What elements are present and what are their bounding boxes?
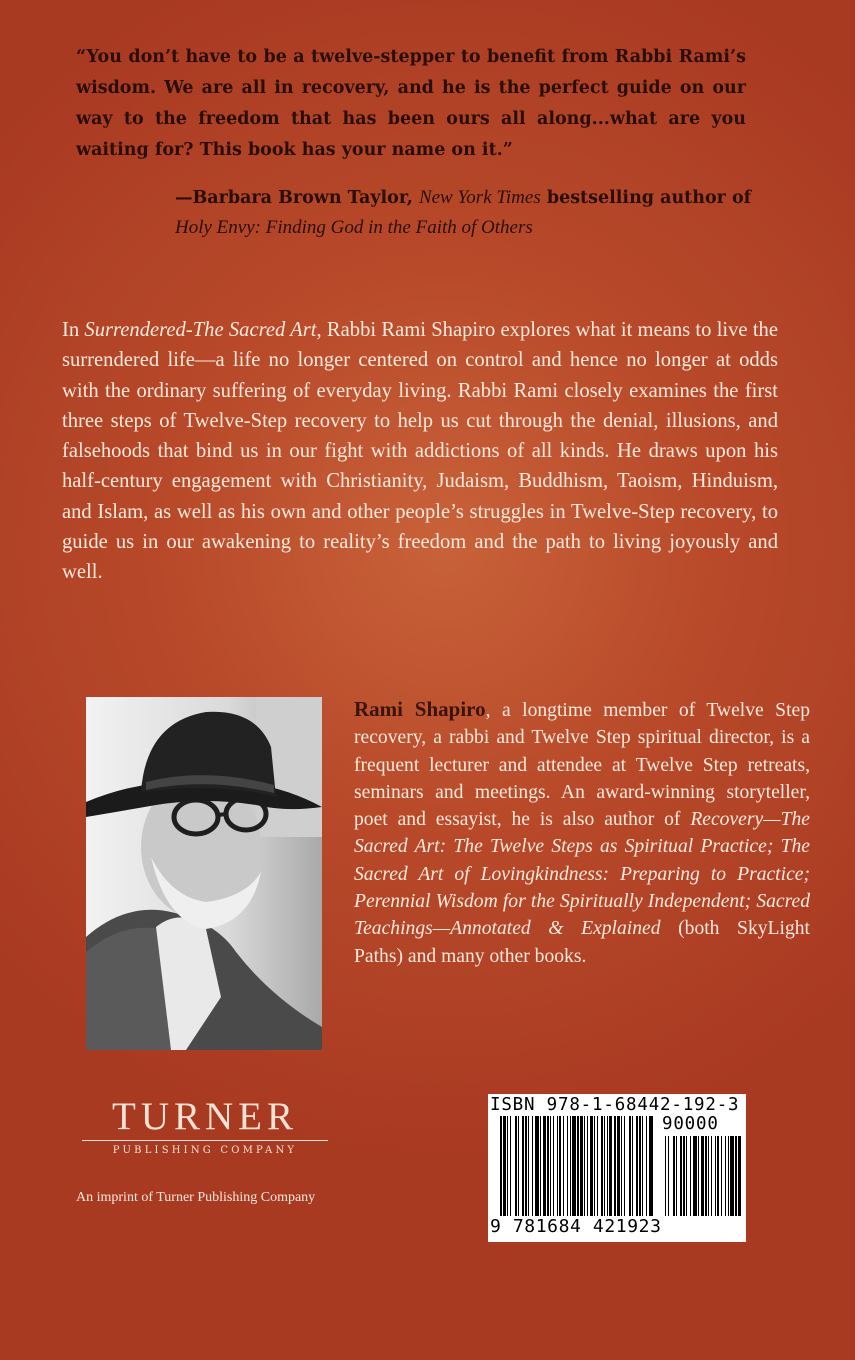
- price-barcode-bar: [705, 1136, 707, 1216]
- price-barcode-bar: [683, 1136, 685, 1216]
- price-barcode-bar: [680, 1136, 682, 1216]
- barcode-bar: [515, 1116, 517, 1216]
- barcode-bar: [636, 1116, 638, 1216]
- price-barcode-bar: [725, 1136, 726, 1216]
- price-barcode-bar: [728, 1136, 729, 1216]
- barcode-bar: [604, 1116, 605, 1216]
- price-barcode-bar: [693, 1136, 697, 1216]
- blurb-intro: In: [62, 319, 85, 341]
- publisher-subtitle: PUBLISHING COMPANY: [112, 1145, 298, 1156]
- quote-text: “You don’t have to be a twelve-stepper to benefit from Rabbi Rami’s wisdom. We are all in recovery, and he is the perfect guide on our way to the freedom that has been ours all along...what are you waiting for? This book has your name on it.”: [76, 47, 746, 160]
- barcode-bar: [522, 1116, 524, 1216]
- barcode-bar: [525, 1116, 527, 1216]
- attribution-prefix: —Barbara Brown Taylor,: [175, 188, 419, 208]
- logo-divider: [82, 1140, 328, 1141]
- barcode-bar: [528, 1116, 529, 1216]
- barcode-bar: [557, 1116, 558, 1216]
- author-photo: [86, 697, 322, 1050]
- barcode-bar: [594, 1116, 595, 1216]
- barcode-bar: [532, 1116, 533, 1216]
- barcode-bar: [518, 1116, 519, 1216]
- quote-attribution: [175, 183, 775, 243]
- barcode-bar: [503, 1116, 506, 1226]
- barcode-bar: [584, 1116, 585, 1216]
- barcode-bar: [649, 1116, 653, 1226]
- bio-text-1: , a longtime member of Twelve Step recovery, a rabbi and Twelve Step spiritual director, is a frequent lecturer and attendee at Twelve Step retreats, seminars and meetings. An award-winning storyteller, poet and essayist, he is also author of: [354, 700, 811, 831]
- bio-text-2: (both SkyLight Paths) and many other books.: [354, 918, 810, 967]
- price-barcode-bar: [711, 1136, 712, 1216]
- barcode-bar: [632, 1116, 633, 1216]
- barcode-bar: [540, 1116, 541, 1216]
- barcode-bar: [543, 1116, 546, 1216]
- barcode-bar: [572, 1116, 576, 1216]
- barcode-bar: [553, 1116, 554, 1216]
- attribution-publication: New York Times: [418, 187, 541, 208]
- price-barcode-bar: [721, 1136, 722, 1216]
- barcode-bar: [507, 1116, 508, 1216]
- publisher-logo: [82, 1097, 328, 1156]
- barcode-bar: [550, 1116, 551, 1216]
- barcode-bar: [621, 1116, 622, 1216]
- barcode-bar: [624, 1116, 625, 1216]
- author-name: Rami Shapiro: [354, 697, 486, 721]
- price-barcode-bar: [668, 1136, 669, 1216]
- barcode-bar: [587, 1116, 588, 1216]
- barcode-bar: [642, 1116, 643, 1216]
- price-barcode-bar: [717, 1136, 719, 1216]
- price-barcode-bar: [698, 1136, 699, 1216]
- endorsement-quote: [76, 42, 746, 166]
- imprint-note: An imprint of Turner Publishing Company: [76, 1190, 316, 1205]
- barcode-bar: [570, 1116, 571, 1216]
- barcode-bar: [577, 1116, 579, 1226]
- barcode-bar: [607, 1116, 608, 1216]
- barcode-bar: [563, 1116, 564, 1216]
- price-barcode-bar: [738, 1136, 741, 1216]
- blurb-book-title: Surrendered-The Sacred Art: [84, 319, 317, 341]
- barcode-bar: [614, 1116, 616, 1216]
- barcode-bar: [510, 1116, 511, 1216]
- price-barcode-bar: [735, 1136, 737, 1216]
- isbn-label: ISBN 978-1-68442-192-3: [490, 1095, 740, 1115]
- barcode-bar: [617, 1116, 620, 1216]
- blurb-body: , Rabbi Rami Shapiro explores what it means to live the surrendered life—a life no longer centered on control and hence no longer at odds with the ordinary suffering of everyday living. Rabbi Rami closely examines the first three steps of Twelve-Step recovery to help us cut through the denial, illusions, and falsehoods that bind us in our fight with addictions of all kinds. He draws upon his half-century engagement with Christianity, Judaism, Buddhism, Taoism, Hinduism, and Islam, as well as his own and other people’s struggles in Twelve-Step recovery, to guide us in our awakening to reality’s freedom and the path to living joyously and well.: [62, 319, 778, 584]
- price-barcode-bar: [715, 1136, 716, 1216]
- barcode-bar: [500, 1116, 502, 1226]
- price-barcode-bar: [665, 1136, 666, 1216]
- barcode-bar: [601, 1116, 603, 1216]
- attribution-middle: bestselling author of: [540, 188, 752, 208]
- barcode-bar: [580, 1116, 583, 1216]
- price-code: 90000: [662, 1114, 719, 1134]
- author-bio: [354, 696, 810, 970]
- barcode-bar: [559, 1116, 561, 1216]
- price-barcode-bar: [673, 1136, 675, 1216]
- barcode-bar: [646, 1116, 647, 1216]
- barcode-bar: [629, 1116, 631, 1216]
- author-portrait-icon: [86, 697, 322, 1050]
- barcode-digits: 9 781684 421923: [490, 1216, 662, 1237]
- bio-books: Recovery—The Sacred Art: The Twelve Steps as Spiritual Practice; The Sacred Art of Lovingkindness: Preparing to Practice; Perennial Wisdom for the Spiritually Independent; Sacred Teachings—Annotated & Explained: [354, 809, 810, 940]
- barcode-bar: [567, 1116, 568, 1216]
- price-barcode-bar: [686, 1136, 687, 1216]
- barcode-bar: [609, 1116, 612, 1216]
- publisher-brand: TURNER: [112, 1095, 298, 1138]
- book-description: [62, 315, 778, 588]
- barcode-bar: [535, 1116, 539, 1216]
- attribution-book: Holy Envy: Finding God in the Faith of Others: [175, 217, 533, 238]
- barcode-bar: [639, 1116, 641, 1216]
- barcode-bar: [547, 1116, 549, 1216]
- price-barcode-bar: [690, 1136, 691, 1216]
- barcode-bar: [597, 1116, 598, 1216]
- barcode-bar: [590, 1116, 593, 1216]
- price-barcode-bar: [676, 1136, 677, 1216]
- price-barcode-bar: [730, 1136, 734, 1216]
- isbn-barcode: [488, 1094, 746, 1242]
- price-barcode-bar: [708, 1136, 709, 1216]
- price-barcode-bar: [701, 1136, 704, 1216]
